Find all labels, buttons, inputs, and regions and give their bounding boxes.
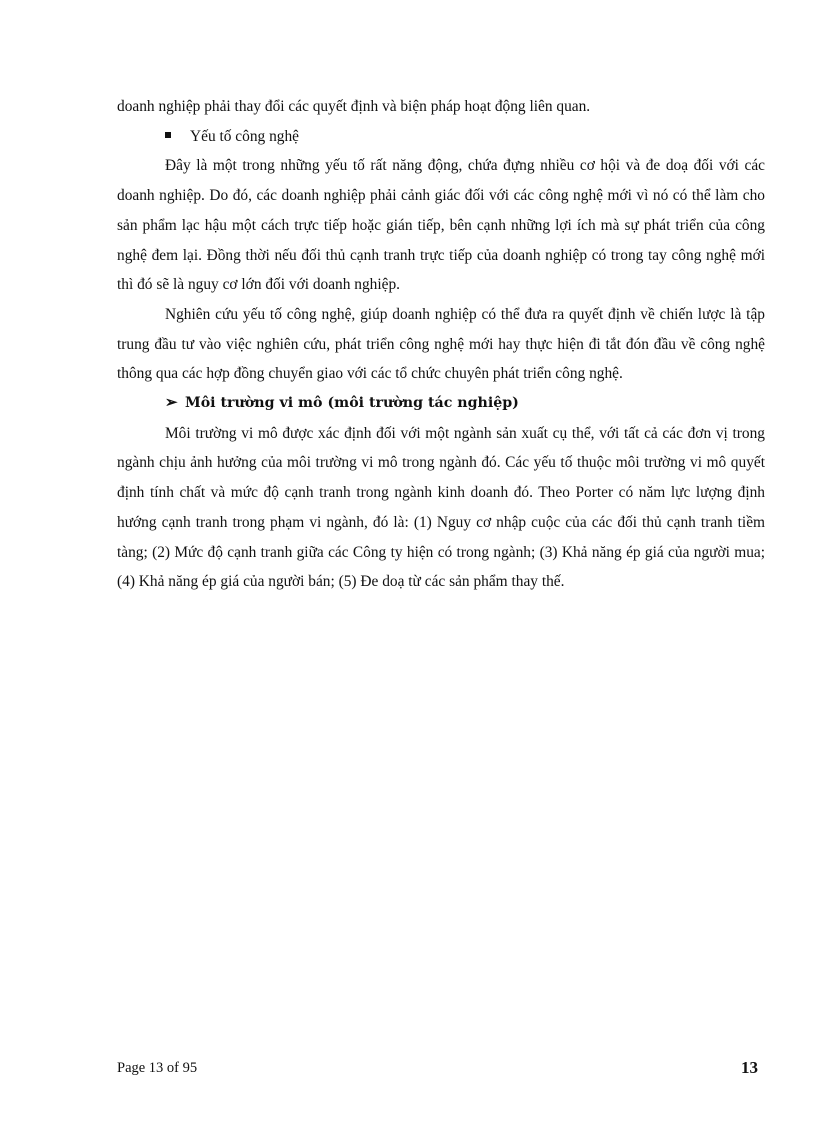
- bullet-item: [117, 122, 765, 152]
- section-heading-text: Môi trường vi mô (môi trường tác nghiệp): [185, 395, 519, 412]
- page-number: 13: [741, 1058, 758, 1077]
- paragraph-micro-environment: Môi trường vi mô được xác định đối với một ngành sản xuất cụ thể, với tất cả các đơn vị trong ngành chịu ảnh hưởng của môi trường vi mô trong ngành đó. Các yếu tố thuộc môi trường vi mô quyết định tính chất và mức độ cạnh tranh trong ngành kinh doanh đó. Theo Porter có năm lực lượng định hướng cạnh tranh trong phạm vi ngành, đó là: (1) Nguy cơ nhập cuộc của các đối thủ cạnh tranh tiềm tàng; (2) Mức độ cạnh tranh giữa các Công ty hiện có trong ngành; (3) Khả năng ép giá của người mua;(4) Khả năng ép giá của người bán; (5) Đe doạ từ các sản phẩm thay thế.: [117, 424, 765, 591]
- page-label: Page 13 of 95: [117, 1060, 198, 1076]
- section-heading: [117, 389, 765, 419]
- paragraph-technology: Đây là một trong những yếu tố rất năng động, chứa đựng nhiều cơ hội và đe doạ đối với các doanh nghiệp. Do đó, các doanh nghiệp phải cảnh giác đối với các công nghệ mới vì nó có thể làm cho sản phẩm lạc hậu một cách trực tiếp hoặc gián tiếp, bên cạnh những lợi ích mà sự phát triển của công nghệ đem lại. Đồng thời nếu đối thủ cạnh tranh trực tiếp của doanh nghiệp có trong tay công nghệ mới thì đó sẽ là nguy cơ lớn đối với doanh nghiệp.: [117, 157, 765, 294]
- paragraph-continuation: doanh nghiệp phải thay đổi các quyết định và biện pháp hoạt động liên quan.: [117, 98, 591, 115]
- paragraph-technology-research: Nghiên cứu yếu tố công nghệ, giúp doanh nghiệp có thể đưa ra quyết định về chiến lược là tập trung đầu tư vào việc nghiên cứu, phát triển công nghệ mới hay thực hiện đi tắt đón đầu về công nghệ thông qua các hợp đồng chuyển giao với các tổ chức chuyên phát triển công nghệ.: [117, 305, 765, 383]
- document-body: [117, 92, 765, 597]
- bullet-item-text: Yếu tố công nghệ: [190, 127, 299, 145]
- square-bullet-icon: [165, 132, 171, 138]
- arrow-bullet-icon: ➢: [165, 395, 178, 412]
